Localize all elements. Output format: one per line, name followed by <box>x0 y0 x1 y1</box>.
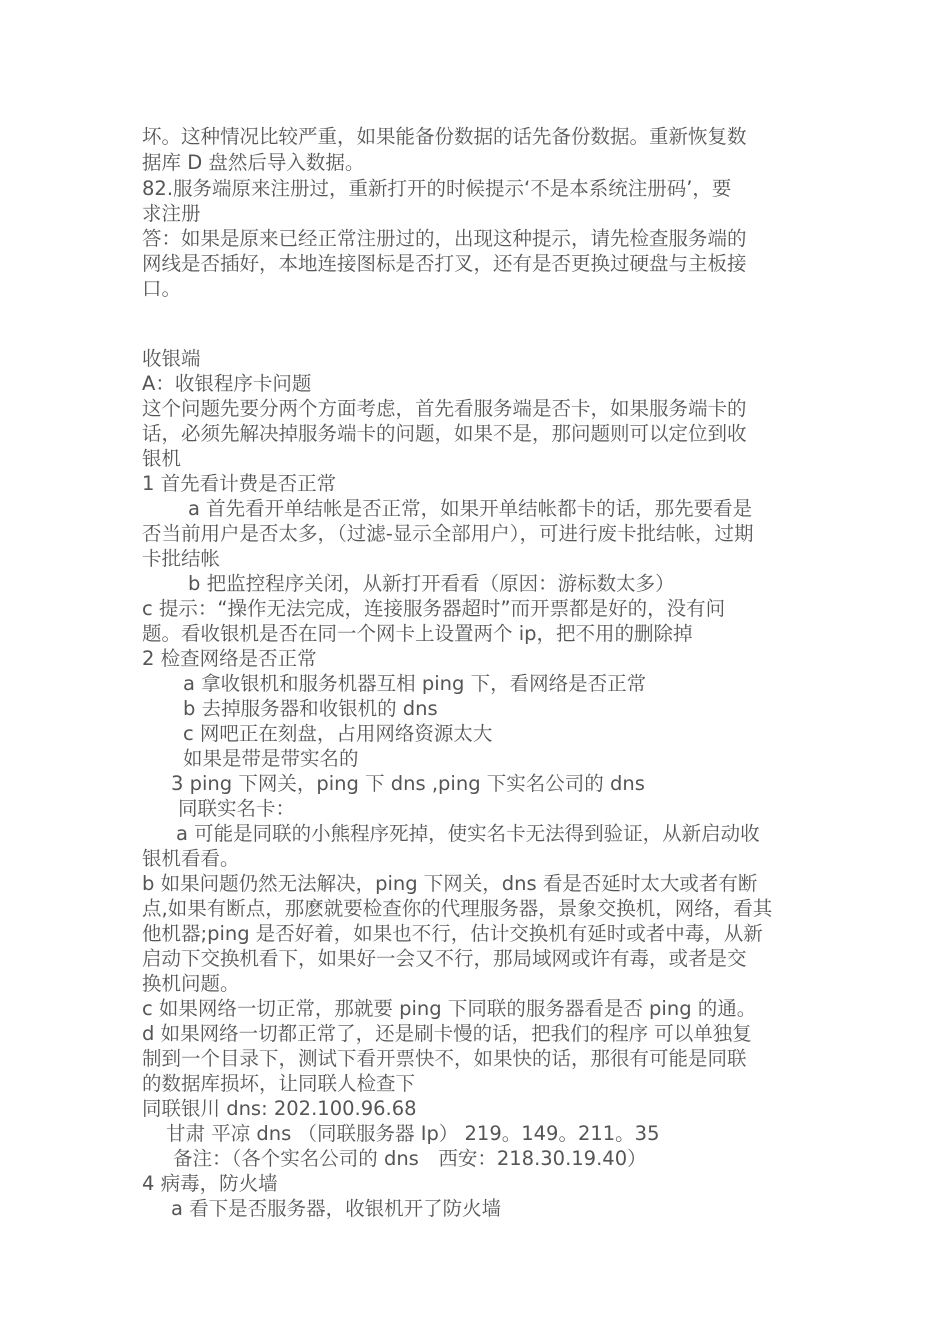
text-line: c 网吧正在刻盘，占用网络资源太大 <box>183 722 493 745</box>
text-line: d 如果网络一切都正常了，还是刷卡慢的话，把我们的程序 可以单独复 <box>142 1022 752 1045</box>
text-line: 他机器;ping 是否好着，如果也不行，估计交换机有延时或者中毒，从新 <box>142 922 763 945</box>
text-line: 题。看收银机是否在同一个网卡上设置两个 ip，把不用的删除掉 <box>142 622 693 645</box>
text-line: b 去掉服务器和收银机的 dns <box>183 697 438 720</box>
text-line: 同联实名卡： <box>178 797 296 820</box>
text-line: 否当前用户是否太多，（过滤-显示全部用户），可进行废卡批结帐，过期 <box>142 522 754 545</box>
text-line: c 提示：“操作无法完成，连接服务器超时”而开票都是好的，没有问 <box>142 597 726 620</box>
text-line: 2 检查网络是否正常 <box>142 647 317 670</box>
text-line: 4 病毒，防火墙 <box>142 1172 278 1195</box>
text-line: 3 ping 下网关，ping 下 dns ,ping 下实名公司的 dns <box>171 772 645 795</box>
text-line: a 首先看开单结帐是否正常，如果开单结帐都卡的话，那先要看是 <box>188 497 753 520</box>
text-line: 答：如果是原来已经正常注册过的，出现这种提示，请先检查服务端的 <box>142 227 747 250</box>
section-heading: 收银端 <box>142 347 201 370</box>
text-line: 银机看看。 <box>142 847 240 870</box>
text-line: 制到一个目录下，测试下看开票快不，如果快的话，那很有可能是同联 <box>142 1047 747 1070</box>
text-line: 口。 <box>142 277 182 300</box>
text-line: 银机 <box>142 447 182 470</box>
text-line: 备注：（各个实名公司的 dns 西安：218.30.19.40） <box>173 1147 647 1170</box>
section-heading: A：收银程序卡问题 <box>142 372 312 395</box>
text-line: 坏。这种情况比较严重，如果能备份数据的话先备份数据。重新恢复数 <box>142 125 747 148</box>
text-line: 这个问题先要分两个方面考虑，首先看服务端是否卡，如果服务端卡的 <box>142 397 747 420</box>
text-line: 甘肃 平凉 dns （同联服务器 Ip） 219。149。211。35 <box>166 1122 660 1145</box>
text-line: 换机问题。 <box>142 972 240 995</box>
text-line: 点,如果有断点，那麽就要检查你的代理服务器，景象交换机，网络，看其 <box>142 897 773 920</box>
text-line: 82.服务端原来注册过，重新打开的时候提示‘不是本系统注册码’，要 <box>142 177 732 200</box>
text-line: 启动下交换机看下，如果好一会又不行，那局域网或许有毒，或者是交 <box>142 947 747 970</box>
text-line: b 把监控程序关闭，从新打开看看（原因：游标数太多） <box>188 572 675 595</box>
text-line: 1 首先看计费是否正常 <box>142 472 337 495</box>
text-line: a 拿收银机和服务机器互相 ping 下，看网络是否正常 <box>183 672 647 695</box>
text-line: b 如果问题仍然无法解决，ping 下网关，dns 看是否延时太大或者有断 <box>142 872 758 895</box>
text-line: 如果是带是带实名的 <box>183 747 359 770</box>
text-line: 话，必须先解决掉服务端卡的问题，如果不是，那问题则可以定位到收 <box>142 422 747 445</box>
text-line: 据库 D 盘然后导入数据。 <box>142 151 365 174</box>
text-line: 网线是否插好，本地连接图标是否打叉，还有是否更换过硬盘与主板接 <box>142 252 747 275</box>
text-line: a 可能是同联的小熊程序死掉，使实名卡无法得到验证，从新启动收 <box>176 822 760 845</box>
text-line: 的数据库损坏，让同联人检查下 <box>142 1072 416 1095</box>
text-line: c 如果网络一切正常，那就要 ping 下同联的服务器看是否 ping 的通。 <box>142 997 757 1020</box>
text-line: 同联银川 dns: 202.100.96.68 <box>142 1097 417 1120</box>
text-line: 求注册 <box>142 202 201 225</box>
text-line: a 看下是否服务器，收银机开了防火墙 <box>171 1197 502 1220</box>
text-line: 卡批结帐 <box>142 547 221 570</box>
